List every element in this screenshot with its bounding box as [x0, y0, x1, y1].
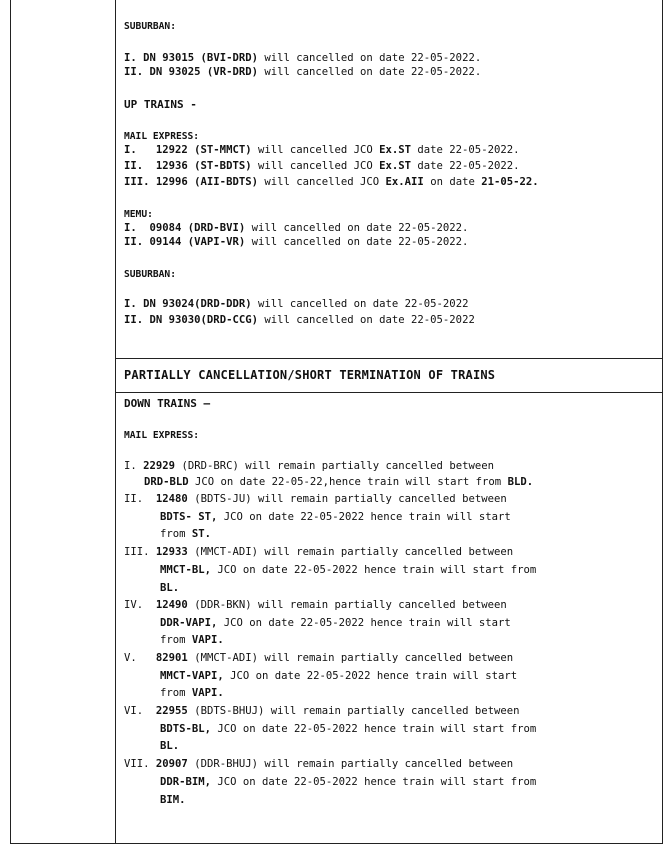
list-item: IV. 12490 (DDR-BKN) will remain partially cancelled between: [124, 599, 507, 611]
list-item: I. 22929 (DRD-BRC) will remain partially cancelled between: [124, 460, 494, 472]
cancellation-cell: [116, 0, 663, 359]
list-item: I. DN 93024(DRD-DDR) will cancelled on date 22-05-2022: [124, 298, 469, 310]
suburban-up-label: SUBURBAN:: [124, 269, 176, 280]
list-item: II. 12480 (BDTS-JU) will remain partially cancelled between: [124, 493, 507, 505]
list-item: VI. 22955 (BDTS-BHUJ) will remain partially cancelled between: [124, 705, 520, 717]
mail-express-label: MAIL EXPRESS:: [124, 131, 200, 142]
down-trains-heading: DOWN TRAINS –: [124, 397, 211, 410]
mail-express-label: MAIL EXPRESS:: [124, 430, 200, 441]
memu-label: MEMU:: [124, 209, 153, 220]
list-item: III. 12933 (MMCT-ADI) will remain partially cancelled between: [124, 546, 514, 558]
list-item: VII. 20907 (DDR-BHUJ) will remain partially cancelled between: [124, 758, 514, 770]
list-item: II. DN 93030(DRD-CCG) will cancelled on date 22-05-2022: [124, 314, 475, 326]
list-item: III. 12996 (AII-BDTS) will cancelled JCO Ex.AII on date 21-05-22.: [124, 176, 539, 188]
list-item: V. 82901 (MMCT-ADI) will remain partially cancelled between: [124, 652, 514, 664]
suburban-down-label: SUBURBAN:: [124, 21, 176, 32]
list-item: I. DN 93015 (BVI-DRD) will cancelled on date 22-05-2022.: [124, 52, 482, 64]
list-item: II. 12936 (ST-BDTS) will cancelled JCO Ex.ST date 22-05-2022.: [124, 160, 520, 172]
list-item: II. 09144 (VAPI-VR) will cancelled on date 22-05-2022.: [124, 236, 469, 248]
partial-cancellation-cell: DOWN TRAINS – MAIL EXPRESS: I. 22929 (DRD-BRC) will remain partially cancelled between DRD-BLD JCO on date 22-05-22,hence train will start from BLD. II. 12480 (BDTS-JU) will remain partially cancelled between BDTS- ST, JCO on date 22-05-2022 hence train will start from ST. III. 12933 (MMCT-ADI) will remain partially cancelled between MMCT-BL, JCO on date 22-05-2022 hence train will start from BL. IV. 12490 (DDR-BKN) will remain partially cancelled between DDR-VAPI, JCO on date 22-05-2022 hence train will start from VAPI. V. 82901 (MMCT-ADI) will remain partially cancelled between MMCT-VAPI, JCO on date 22-05-2022 hence train will start from VAPI. VI. 22955 (BDTS-BHUJ) will remain partially cancelled between BDTS-BL, JCO on date 22-05-2022 hence train will start from BL. VII. 20907 (DDR-BHUJ) will remain partially cancelled between DDR-BIM, JCO on date 22-05-2022 hence train will start from BIM.: [124, 397, 537, 806]
up-trains-heading: UP TRAINS -: [124, 98, 197, 111]
partial-cancellation-title: PARTIALLY CANCELLATION/SHORT TERMINATION OF TRAINS: [124, 368, 496, 382]
list-item: I. 09084 (DRD-BVI) will cancelled on date 22-05-2022.: [124, 222, 469, 234]
section-heading-cell: [116, 359, 663, 393]
list-item: II. DN 93025 (VR-DRD) will cancelled on date 22-05-2022.: [124, 66, 482, 78]
list-item: I. 12922 (ST-MMCT) will cancelled JCO Ex.ST date 22-05-2022.: [124, 144, 520, 156]
